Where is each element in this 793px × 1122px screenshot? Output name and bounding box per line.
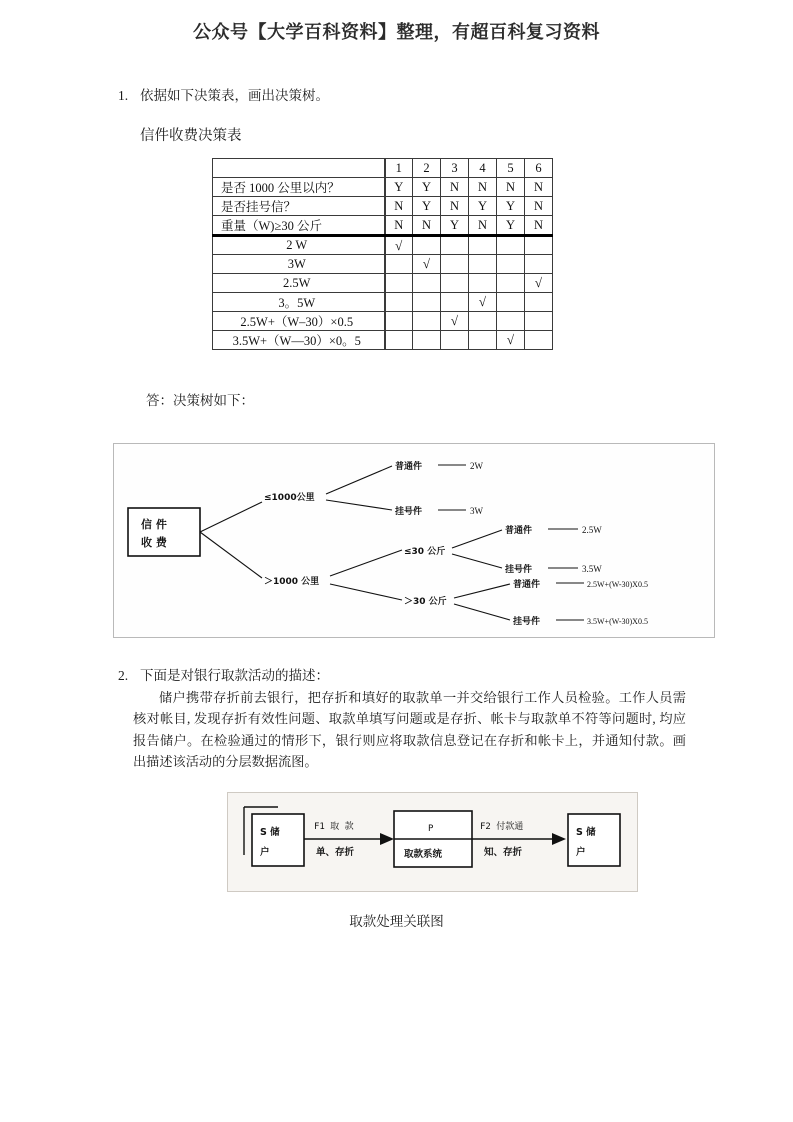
decision-table-action-empty xyxy=(441,293,469,312)
tree-leaf-6-value: 3.5W+(W-30)X0.5 xyxy=(587,617,648,626)
decision-table-action-empty xyxy=(385,274,413,293)
decision-table-condition-value: N xyxy=(441,178,469,197)
decision-table-condition-value: Y xyxy=(469,197,497,216)
decision-table-action-empty xyxy=(441,331,469,350)
decision-table-action-row xyxy=(213,293,553,312)
tree-edge-near-registered xyxy=(326,500,392,510)
decision-table-caption: 信件收费决策表 xyxy=(140,128,242,144)
decision-table-action-label: 2.5W+（W–30）×0.5 xyxy=(213,312,385,331)
tree-leaf-6-kind: 挂号件 xyxy=(513,617,541,627)
decision-table-action-mark xyxy=(413,255,441,274)
dfd-flow-2-label-line1: F2 付款通 xyxy=(480,822,524,832)
decision-table-condition-value: N xyxy=(525,178,553,197)
dfd-process-line1: P xyxy=(428,824,434,834)
question-2-number: 2. xyxy=(118,668,129,683)
decision-table-condition-value: Y xyxy=(497,197,525,216)
decision-table-rule-number: 3 xyxy=(441,159,469,178)
decision-table-action-mark xyxy=(441,312,469,331)
dfd-source-line2: 户 xyxy=(260,847,270,858)
decision-table-action-empty xyxy=(441,236,469,255)
tree-edge-near-ordinary xyxy=(326,466,392,494)
decision-table-condition-value: N xyxy=(469,216,497,236)
tree-root-label-line1: 信 件 xyxy=(141,518,167,531)
tree-leaf-3-kind: 普通件 xyxy=(505,526,533,536)
decision-table-action-mark xyxy=(469,293,497,312)
decision-table-condition-value: N xyxy=(413,216,441,236)
tree-leaf-1-kind: 普通件 xyxy=(395,462,423,472)
decision-table-action-empty xyxy=(469,236,497,255)
tree-branch-near-label: ≤1000公里 xyxy=(264,493,315,503)
decision-table-action-label: 3.5W+（W—30）×0。5 xyxy=(213,331,385,350)
check-icon: √ xyxy=(534,275,543,290)
tree-leaf-3-value: 2.5W xyxy=(582,525,602,535)
decision-table-rule-number: 4 xyxy=(469,159,497,178)
tree-edge-heavy-ordinary xyxy=(454,584,510,598)
decision-table-action-empty xyxy=(385,293,413,312)
decision-table-condition-value: N xyxy=(385,216,413,236)
dfd-sink-line1: S 储 xyxy=(576,827,596,838)
answer-label: 答：决策树如下： xyxy=(146,393,254,408)
decision-table-rule-number: 5 xyxy=(497,159,525,178)
decision-table-action-row xyxy=(213,255,553,274)
decision-table-action-row xyxy=(213,331,553,350)
decision-table-condition-row xyxy=(213,197,553,216)
decision-table-condition-value: Y xyxy=(441,216,469,236)
decision-table-action-empty xyxy=(497,255,525,274)
decision-table-condition-row xyxy=(213,178,553,197)
decision-table-action-empty xyxy=(385,255,413,274)
question-1-number: 1. xyxy=(118,88,129,103)
decision-table-action-empty xyxy=(413,331,441,350)
decision-table-action-empty xyxy=(525,293,553,312)
decision-table-action-empty xyxy=(497,236,525,255)
decision-table-action-mark xyxy=(385,236,413,255)
decision-table-action-empty xyxy=(469,312,497,331)
decision-table-action-row xyxy=(213,312,553,331)
decision-table-action-empty xyxy=(525,255,553,274)
decision-table-action-empty xyxy=(497,293,525,312)
dfd-flow-2-label-line2: 知、存折 xyxy=(484,847,523,858)
decision-table-condition-value: N xyxy=(469,178,497,197)
decision-table-action-empty xyxy=(469,274,497,293)
decision-table-action-row xyxy=(213,274,553,293)
tree-leaf-2-value: 3W xyxy=(470,506,483,516)
decision-table-condition-label: 是否挂号信？ xyxy=(213,197,385,216)
question-2-title: 下面是对银行取款活动的描述： xyxy=(140,668,329,683)
tree-leaf-2-kind: 挂号件 xyxy=(395,507,423,517)
tree-edge-light-registered xyxy=(452,554,502,568)
decision-table-action-empty xyxy=(525,312,553,331)
decision-table-corner-cell xyxy=(213,159,385,178)
decision-table-action-label: 3W xyxy=(213,255,385,274)
tree-edge-heavy-registered xyxy=(454,604,510,620)
tree-edge-root-near xyxy=(200,502,262,532)
decision-table-condition-row xyxy=(213,216,553,236)
decision-table-condition-label: 是否 1000 公里以内？ xyxy=(213,178,385,197)
decision-table-condition-value: N xyxy=(441,197,469,216)
check-icon: √ xyxy=(395,237,403,253)
decision-table-rule-number: 1 xyxy=(385,159,413,178)
dfd-source-box xyxy=(252,814,304,866)
dfd-process-line2: 取款系统 xyxy=(404,849,443,860)
decision-table-condition-value: N xyxy=(385,197,413,216)
decision-table-action-empty xyxy=(413,293,441,312)
decision-table-action-empty xyxy=(441,274,469,293)
decision-table-action-mark xyxy=(497,331,525,350)
tree-leaf-4-value: 3.5W xyxy=(582,564,602,574)
dfd-sink-box xyxy=(568,814,620,866)
decision-table-condition-value: Y xyxy=(413,197,441,216)
decision-table-action-label: 2.5W xyxy=(213,274,385,293)
decision-table-action-empty xyxy=(497,312,525,331)
check-icon: √ xyxy=(478,294,487,309)
decision-table xyxy=(212,158,553,350)
decision-table-action-mark xyxy=(525,274,553,293)
decision-table-action-label: 3。5W xyxy=(213,293,385,312)
decision-table-condition-label: 重量（W)≥30 公斤 xyxy=(213,216,385,236)
tree-edge-root-far xyxy=(200,532,262,578)
dfd-flow-1-label-line2: 单、存折 xyxy=(316,847,355,858)
check-icon: √ xyxy=(422,256,431,271)
question-2-line xyxy=(118,666,329,687)
dfd-flow-2-arrowhead xyxy=(552,833,566,845)
dfd-sink-line2: 户 xyxy=(576,847,586,858)
decision-table-action-empty xyxy=(385,331,413,350)
dataflow-diagram-figure xyxy=(227,792,638,892)
decision-table-condition-value: Y xyxy=(385,178,413,197)
decision-table-condition-value: N xyxy=(525,197,553,216)
decision-table-action-empty xyxy=(525,331,553,350)
decision-table-action-empty xyxy=(525,236,553,255)
tree-branch-far-label: ＞1000 公里 xyxy=(264,577,320,587)
dfd-source-line1: S 储 xyxy=(260,827,280,838)
decision-table-header-row xyxy=(213,159,553,178)
tree-leaf-5-kind: 普通件 xyxy=(513,580,541,590)
decision-table-action-empty xyxy=(385,312,413,331)
decision-table-rule-number: 6 xyxy=(525,159,553,178)
decision-table-action-empty xyxy=(441,255,469,274)
decision-table-action-empty xyxy=(413,236,441,255)
dfd-flow-1-label-line1: F1 取 款 xyxy=(314,822,354,832)
decision-table-action-empty xyxy=(497,274,525,293)
tree-edge-light-ordinary xyxy=(452,530,502,548)
decision-table-condition-value: N xyxy=(525,216,553,236)
tree-branch-heavy-label: ＞30 公斤 xyxy=(404,597,447,607)
check-icon: √ xyxy=(450,313,459,328)
decision-table-action-empty xyxy=(469,255,497,274)
decision-table-condition-value: Y xyxy=(413,178,441,197)
decision-table-action-empty xyxy=(413,312,441,331)
decision-table-action-empty xyxy=(413,274,441,293)
tree-leaf-5-value: 2.5W+(W-30)X0.5 xyxy=(587,580,648,589)
decision-table-action-label: 2 W xyxy=(213,236,385,255)
tree-branch-light-label: ≤30 公斤 xyxy=(404,547,446,557)
dataflow-diagram-caption: 取款处理关联图 xyxy=(349,914,444,930)
tree-leaf-1-value: 2W xyxy=(470,461,483,471)
check-icon: √ xyxy=(506,332,515,347)
dfd-flow-1-arrowhead xyxy=(380,833,394,845)
decision-table-rule-number: 2 xyxy=(413,159,441,178)
decision-table-condition-value: Y xyxy=(497,216,525,236)
tree-root-label-line2: 收 费 xyxy=(141,536,167,549)
decision-table-condition-value: N xyxy=(497,178,525,197)
decision-table-action-row xyxy=(213,236,553,255)
tree-edge-far-light xyxy=(330,550,402,576)
decision-table-action-empty xyxy=(469,331,497,350)
question-1-line xyxy=(118,86,329,107)
question-2-body: 储户携带存折前去银行，把存折和填好的取款单一并交给银行工作人员检验。工作人员需核对帐目, 发现存折有效性问题、取款单填写问题或是存折、帐卡与取款单不符等问题时, 均应报告储户。在检验通过的情形下，银行则应将取款信息登记在存折和帐卡上，并通知付款。画出描述该活动的分层数据流图。 xyxy=(133,690,686,770)
page-header-banner: 公众号【大学百科资料】整理，有超百科复习资料 xyxy=(193,22,600,42)
tree-leaf-4-kind: 挂号件 xyxy=(505,565,533,575)
decision-tree-figure xyxy=(113,443,715,638)
tree-edge-far-heavy xyxy=(330,584,402,600)
question-1-text: 依据如下决策表，画出决策树。 xyxy=(140,88,329,103)
